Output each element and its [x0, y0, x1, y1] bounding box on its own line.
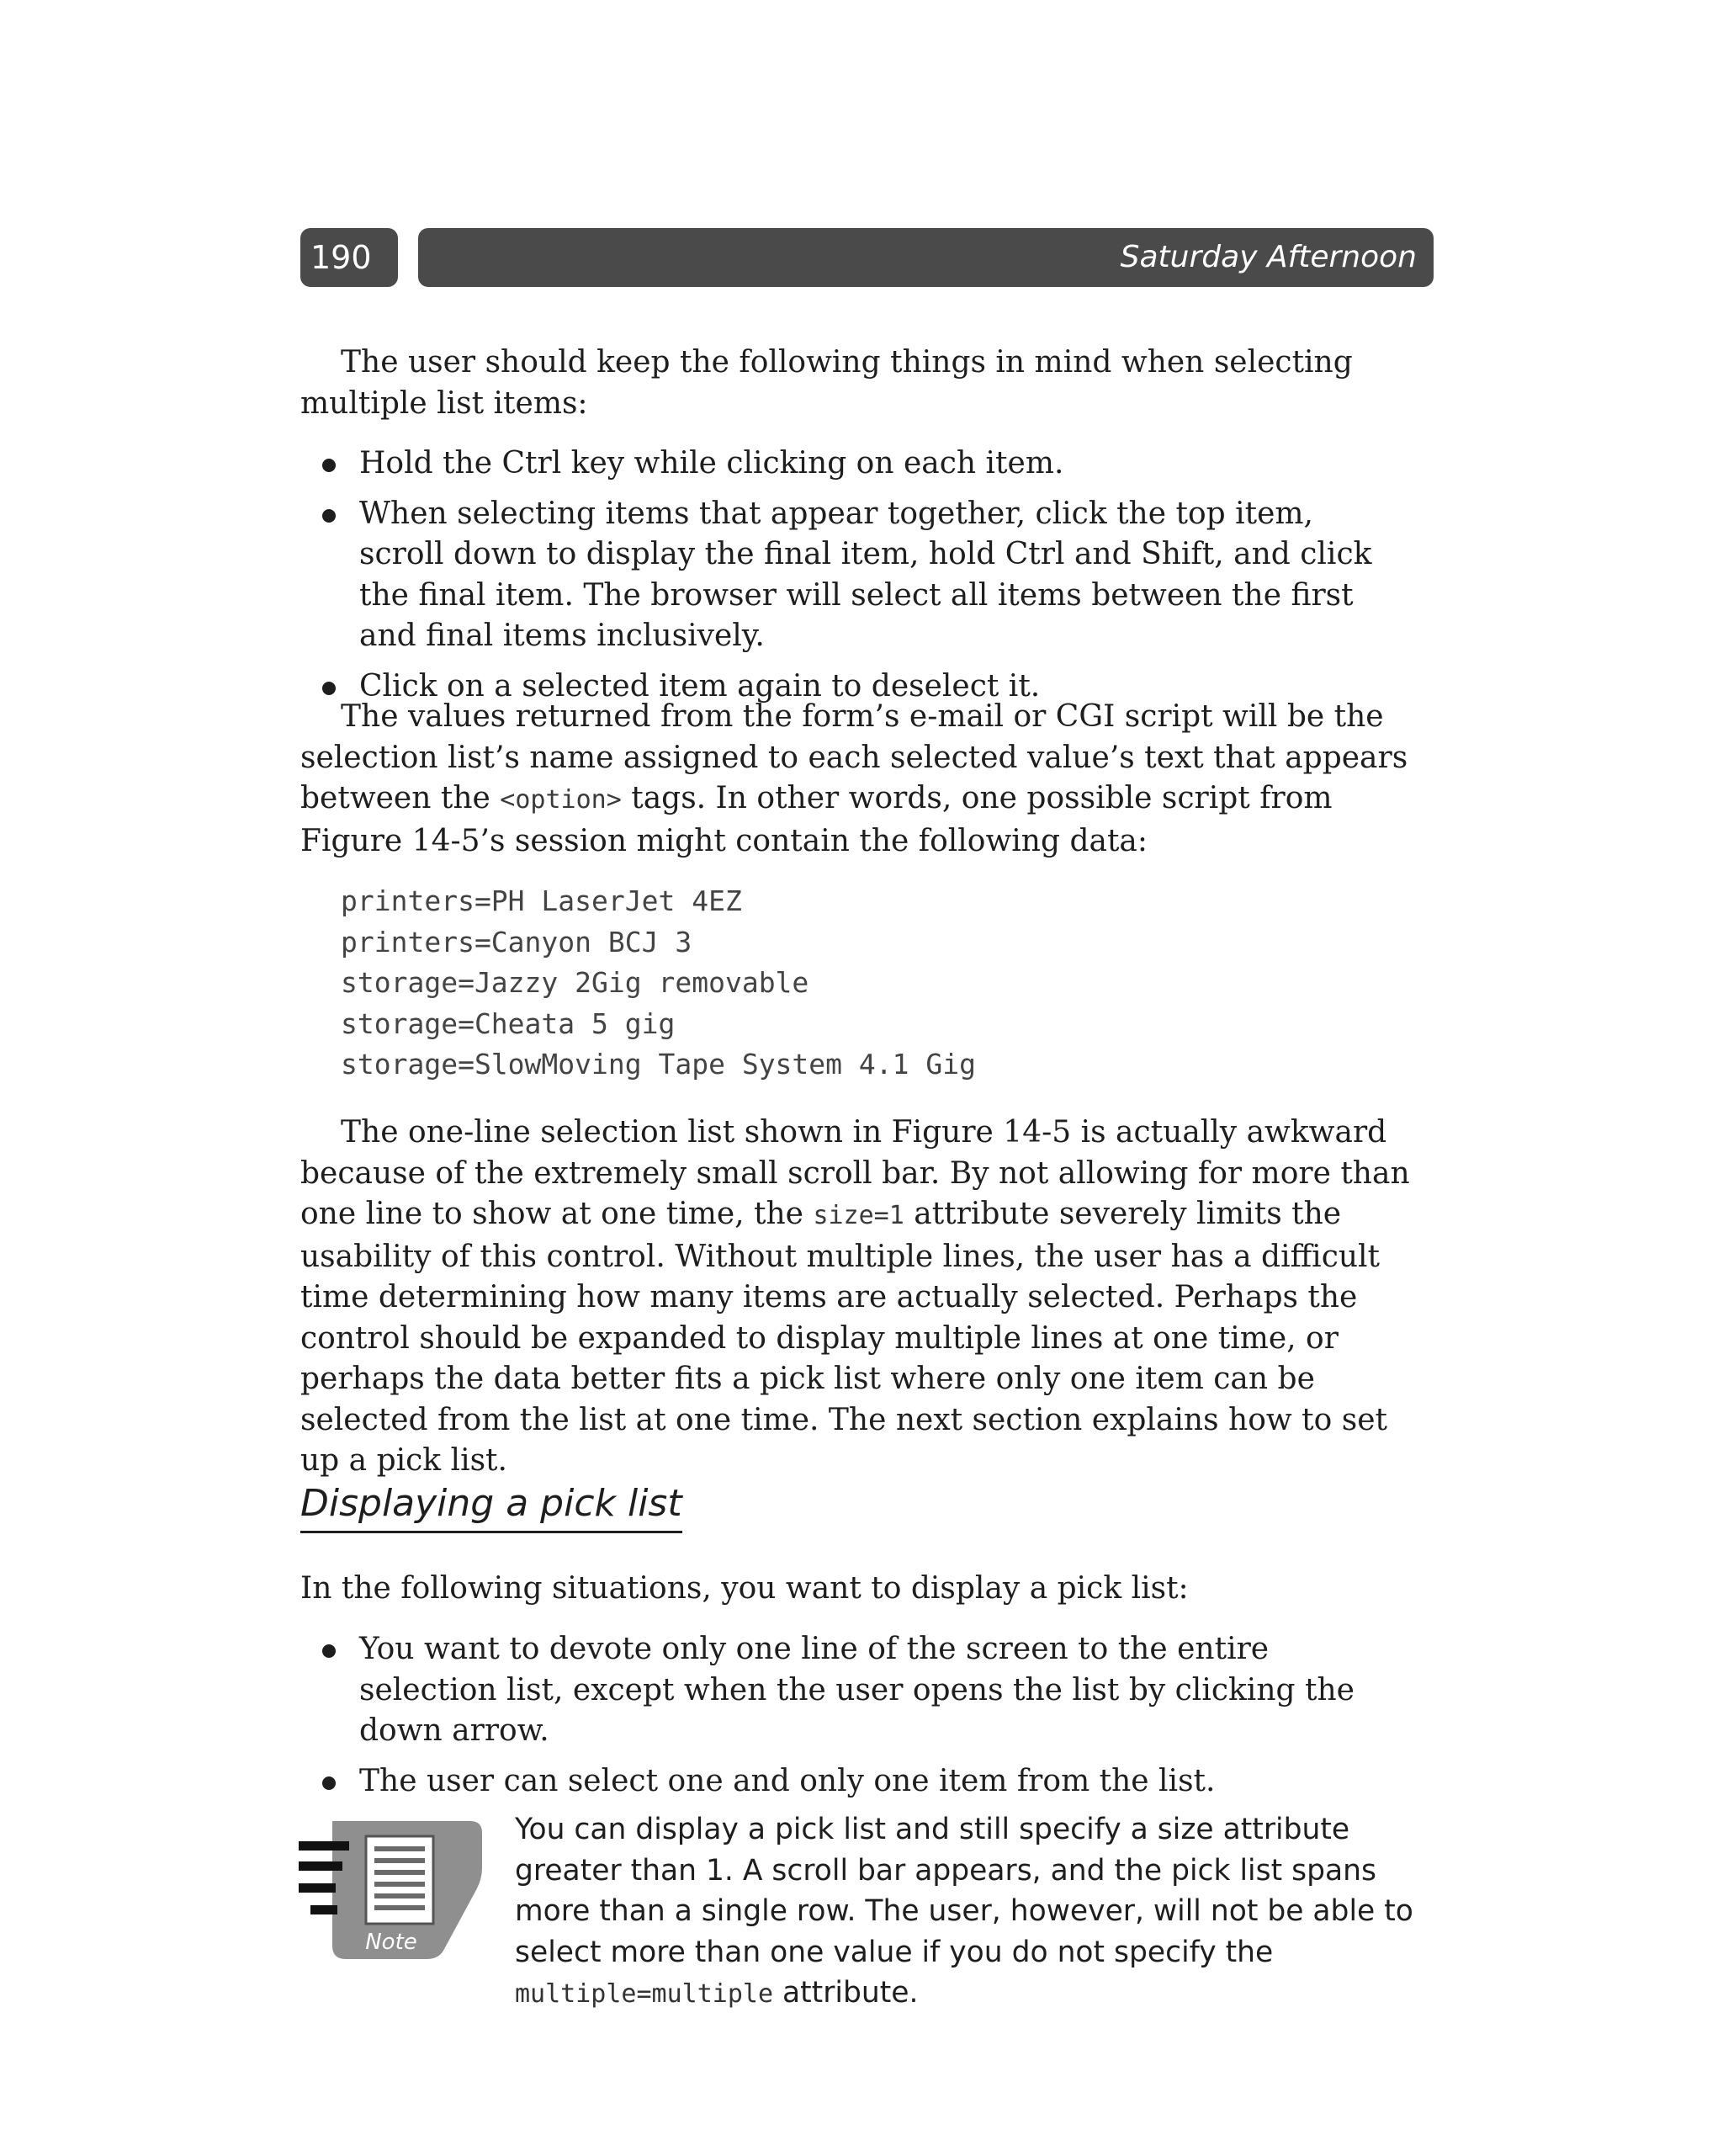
code-line: storage=SlowMoving Tape System 4.1 Gig: [341, 1048, 976, 1081]
note-text: [515, 1809, 1440, 2015]
note-icon-label: Note: [365, 1930, 417, 1955]
code-line: printers=PH LaserJet 4EZ: [341, 884, 742, 917]
paragraph-text: The one-line selection list shown in Figure 14-5 is actually awkward because of the extremely small scroll bar. By not allowing for more than one line to show at one time, the: [300, 1115, 1410, 1231]
bullet-list-pick-list: [300, 1629, 1434, 1802]
pick-list-intro-paragraph: In the following situations, you want to display a pick list:: [300, 1571, 1189, 1606]
paragraph-text: tags. In other words, one possible script from Figure 14-5’s session might contain the following data:: [300, 781, 1333, 858]
list-item-text: Hold the Ctrl key while clicking on each item.: [359, 446, 1064, 481]
bullet-icon: [322, 1644, 336, 1658]
code-block: [341, 881, 1418, 1086]
list-item: [300, 1629, 1434, 1752]
list-item-text: When selecting items that appear together, click the top item, scroll down to display the final item, hold Ctrl and Shift, and click the final item. The browser will select all items between the first and final items inclusively.: [359, 496, 1372, 653]
code-line: storage=Jazzy 2Gig removable: [341, 966, 809, 999]
running-header: Saturday Afternoon: [418, 228, 1434, 287]
list-item: [300, 443, 1434, 485]
paragraph-text: The values returned from the form’s e-mail or CGI script will be the selection list’s name assigned to each selected value’s text that appears between the: [300, 699, 1408, 815]
list-item: [300, 494, 1434, 657]
note-text-part: You can display a pick list and still specify a size attribute greater than 1. A scroll bar appears, and the pick list spans more than a single row. The user, however, will not be able to select more than one value if you do not specify the: [515, 1813, 1413, 1969]
list-item-text: You want to devote only one line of the screen to the entire selection list, except when the user opens the list by clicking the down arrow.: [359, 1632, 1355, 1748]
list-item-text: The user can select one and only one item from the list.: [359, 1763, 1216, 1798]
bullet-icon: [322, 1776, 336, 1790]
intro-paragraph: The user should keep the following things in mind when selecting multiple list items:: [300, 345, 1353, 421]
list-item-text: Click on a selected item again to deselect it.: [359, 668, 1041, 704]
bullet-list-multi-select: [300, 443, 1434, 707]
list-item: [300, 1761, 1434, 1803]
page-number: 190: [300, 228, 398, 287]
section-heading: Displaying a pick list: [300, 1479, 682, 1533]
awkward-list-paragraph: [300, 1113, 1434, 1482]
inline-code-option: <option>: [500, 785, 622, 815]
bullet-icon: [322, 459, 336, 472]
bullet-icon: [322, 682, 336, 695]
code-line: storage=Cheata 5 gig: [341, 1006, 676, 1040]
code-line: printers=Canyon BCJ 3: [341, 925, 692, 959]
returned-values-paragraph: [300, 697, 1434, 862]
bullet-icon: [322, 509, 336, 523]
note-icon: [299, 1818, 484, 1961]
paragraph-text: attribute severely limits the usability of this control. Without multiple lines, the user has a difficult time determining how many items are actually selected. Perhaps the control should be expanded to display multiple lines at one time, or perhaps the data better fits a pick list where only one item can be selected from the list at one time. The next section explains how to set up a pick list.: [300, 1197, 1387, 1478]
note-text-part: attribute.: [773, 1976, 919, 2010]
inline-code-multiple: multiple=multiple: [515, 1979, 774, 2009]
inline-code-size: size=1: [813, 1201, 904, 1230]
